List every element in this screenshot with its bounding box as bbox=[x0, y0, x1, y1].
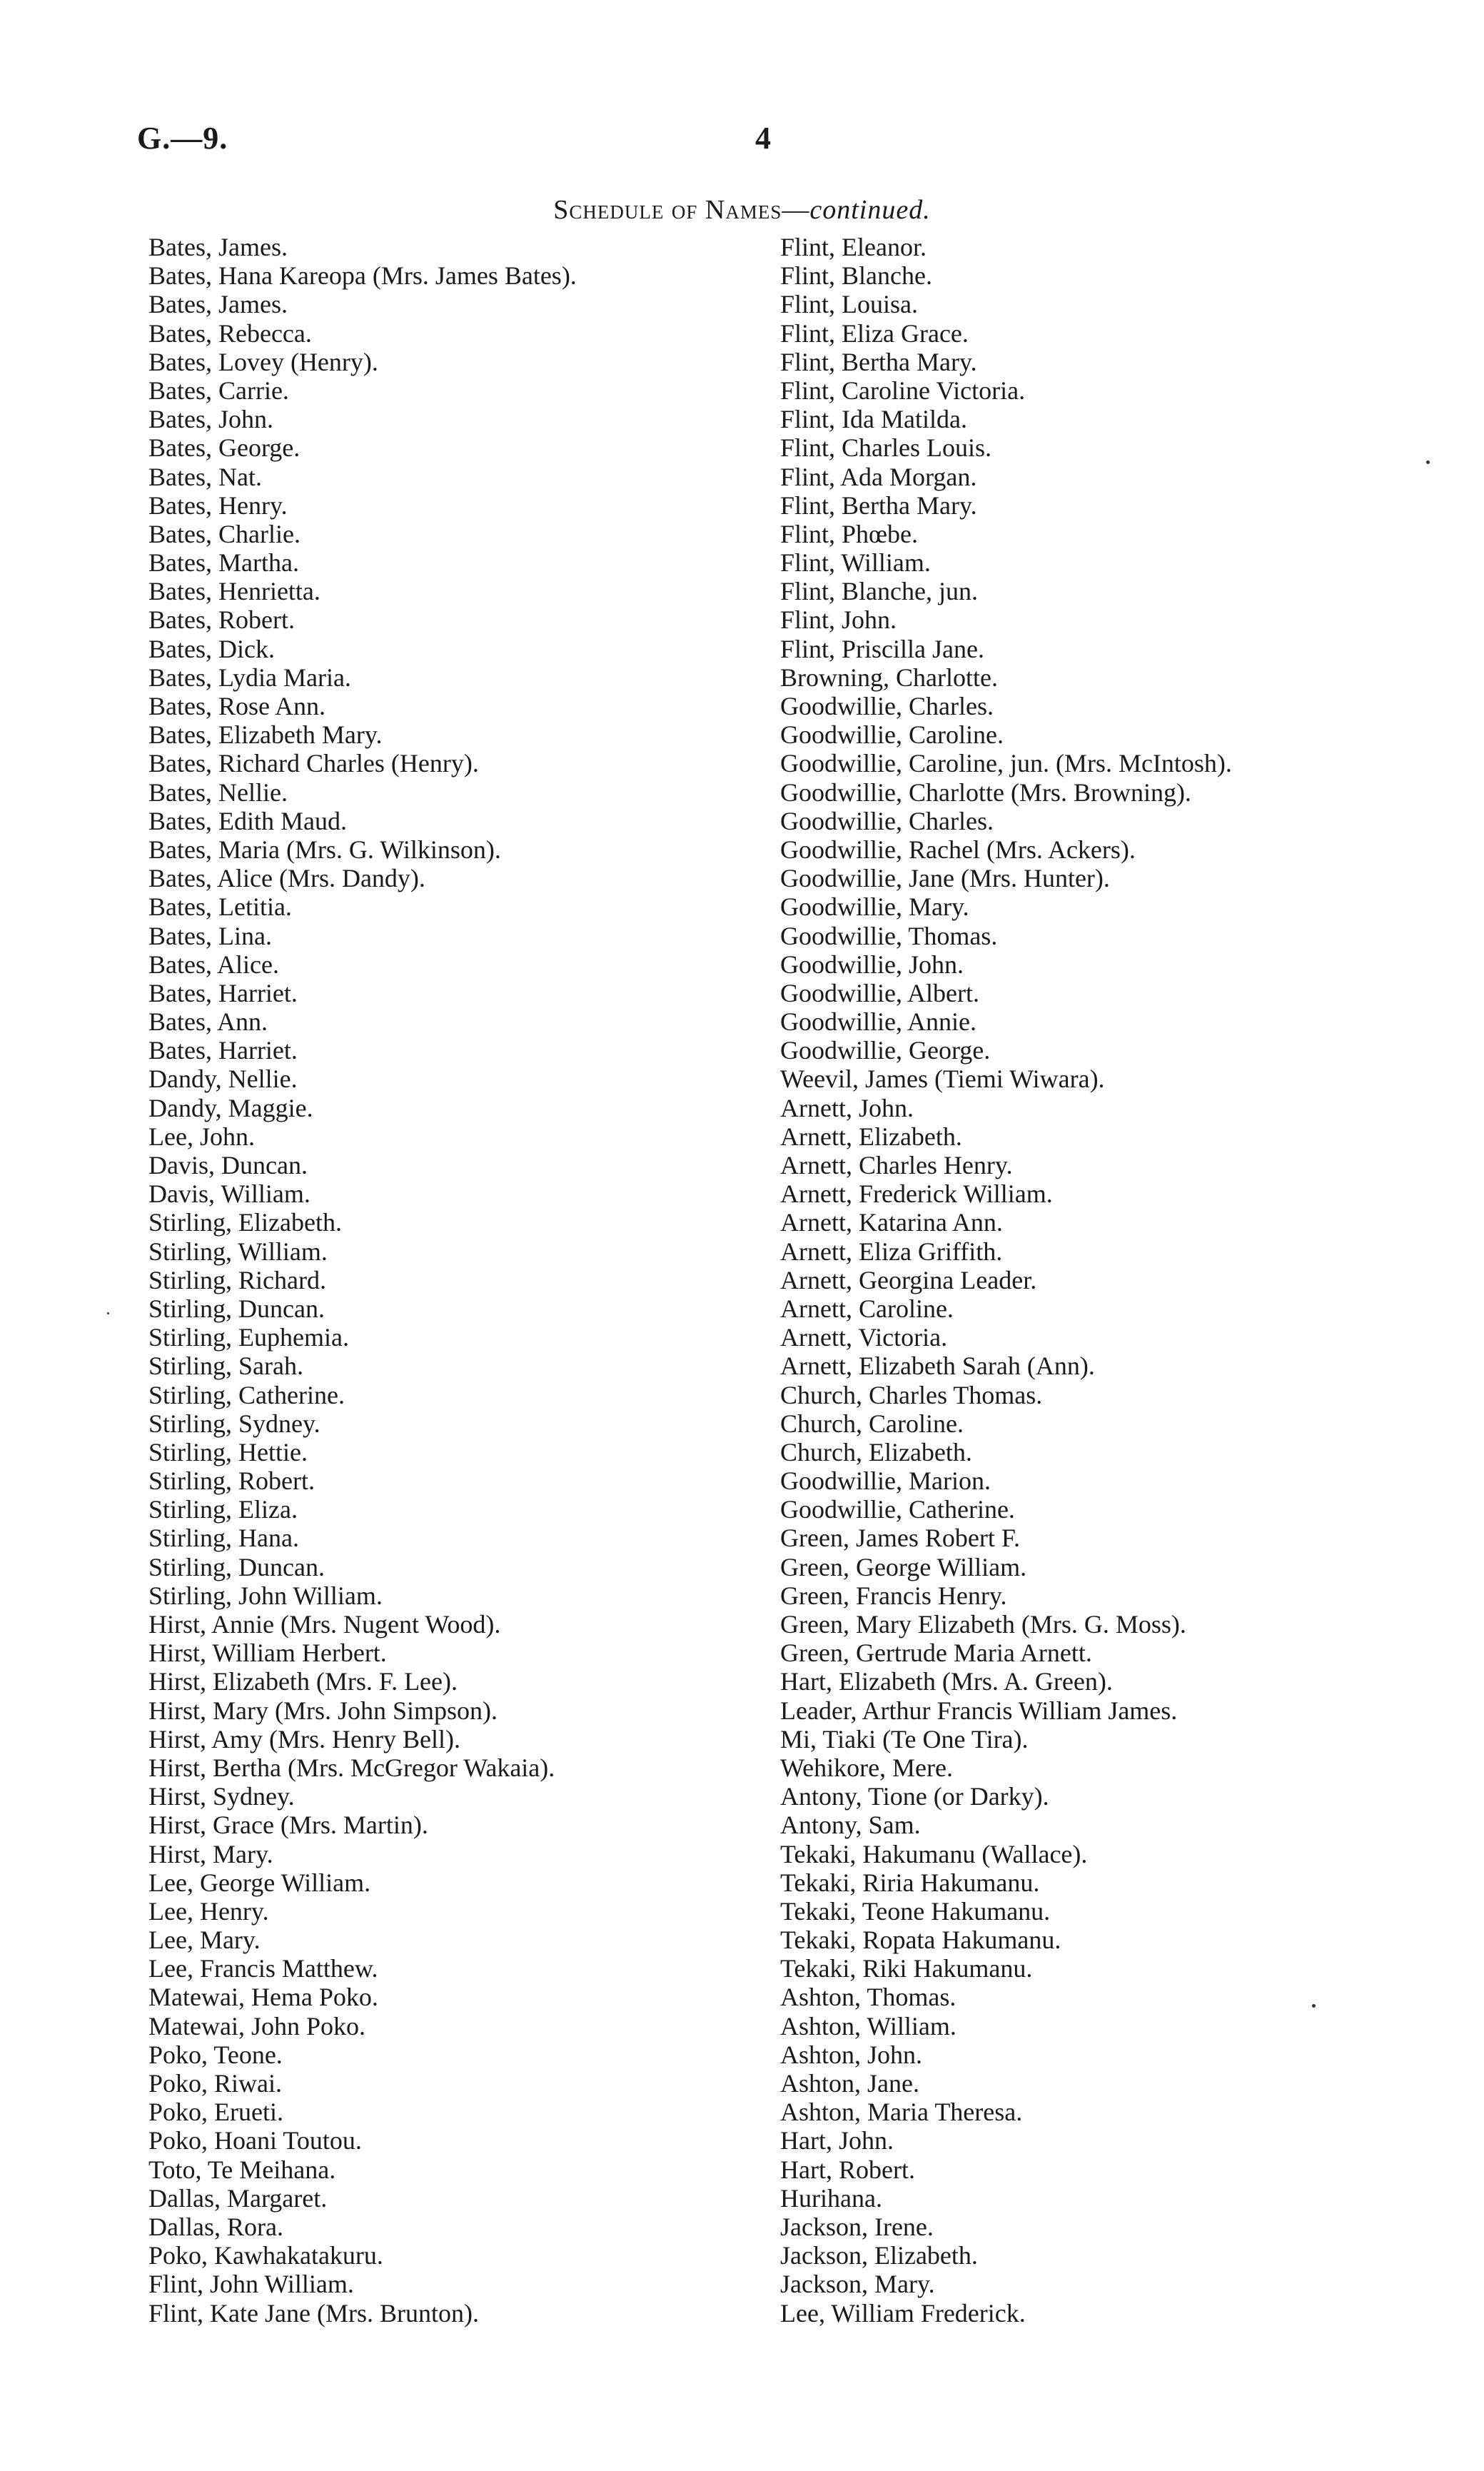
name-entry: Hart, Elizabeth (Mrs. A. Green). bbox=[780, 1667, 1113, 1696]
name-entry: Lee, George William. bbox=[148, 1868, 371, 1897]
name-entry: Arnett, Charles Henry. bbox=[780, 1151, 1013, 1179]
heading-title: Schedule of Names bbox=[553, 195, 782, 225]
name-entry: Tekaki, Ropata Hakumanu. bbox=[780, 1926, 1061, 1955]
name-entry: Hirst, Sydney. bbox=[148, 1782, 295, 1811]
name-entry: Flint, William. bbox=[780, 548, 931, 578]
name-entry: Stirling, Euphemia. bbox=[148, 1323, 349, 1352]
name-entry: Goodwillie, Caroline. bbox=[780, 720, 1004, 750]
name-entry: Bates, Lina. bbox=[148, 921, 272, 950]
name-entry: Weevil, James (Tiemi Wiwara). bbox=[780, 1065, 1105, 1094]
name-entry: Bates, Carrie. bbox=[148, 376, 289, 405]
name-entry: Goodwillie, Caroline, jun. (Mrs. McIntosh). bbox=[780, 749, 1232, 778]
name-entry: Bates, Harriet. bbox=[148, 1036, 298, 1065]
schedule-heading bbox=[0, 194, 1484, 226]
name-entry: Dallas, Margaret. bbox=[148, 2183, 328, 2213]
page-number: 4 bbox=[755, 121, 771, 156]
name-entry: Jackson, Mary. bbox=[780, 2270, 935, 2299]
name-entry: Wehikore, Mere. bbox=[780, 1753, 953, 1782]
name-entry: Bates, Edith Maud. bbox=[148, 806, 347, 835]
name-entry: Dandy, Nellie. bbox=[148, 1065, 298, 1094]
name-entry: Flint, John. bbox=[780, 605, 897, 635]
name-entry: Hirst, Mary. bbox=[148, 1839, 273, 1868]
name-entry: Stirling, Duncan. bbox=[148, 1294, 325, 1323]
name-entry: Poko, Erueti. bbox=[148, 2098, 283, 2127]
name-entry: Flint, Bertha Mary. bbox=[780, 490, 977, 520]
name-entry: Hart, John. bbox=[780, 2126, 894, 2155]
name-entry: Toto, Te Meihana. bbox=[148, 2155, 336, 2184]
heading-continued: continued. bbox=[809, 195, 931, 225]
name-entry: Dallas, Rora. bbox=[148, 2212, 283, 2241]
name-entry: Hirst, Mary (Mrs. John Simpson). bbox=[148, 1696, 498, 1725]
name-entry: Lee, Francis Matthew. bbox=[148, 1954, 378, 1983]
name-entry: Bates, Martha. bbox=[148, 548, 299, 578]
name-entry: Goodwillie, John. bbox=[780, 950, 964, 979]
name-entry: Bates, Ann. bbox=[148, 1007, 268, 1037]
name-entry: Green, Gertrude Maria Arnett. bbox=[780, 1639, 1092, 1668]
name-entry: Mi, Tiaki (Te One Tira). bbox=[780, 1724, 1029, 1753]
name-entry: Lee, John. bbox=[148, 1122, 255, 1151]
name-entry: Poko, Kawhakatakuru. bbox=[148, 2241, 383, 2270]
name-entry: Bates, Lovey (Henry). bbox=[148, 347, 378, 376]
name-entry: Bates, James. bbox=[148, 290, 288, 319]
name-entry: Goodwillie, Annie. bbox=[780, 1007, 976, 1037]
name-entry: Stirling, Sydney. bbox=[148, 1409, 320, 1438]
name-entry: Bates, Elizabeth Mary. bbox=[148, 720, 383, 750]
name-entry: Ashton, Jane. bbox=[780, 2069, 919, 2098]
name-entry: Stirling, Eliza. bbox=[148, 1495, 298, 1524]
name-entry: Bates, Maria (Mrs. G. Wilkinson). bbox=[148, 835, 501, 864]
name-entry: Stirling, Elizabeth. bbox=[148, 1208, 342, 1237]
name-entry: Goodwillie, Charles. bbox=[780, 692, 994, 720]
name-entry: Ashton, Thomas. bbox=[780, 1983, 956, 2012]
name-entry: Arnett, Frederick William. bbox=[780, 1179, 1053, 1209]
name-entry: Bates, Harriet. bbox=[148, 978, 298, 1007]
name-entry: Bates, Dick. bbox=[148, 634, 275, 663]
name-entry: Tekaki, Hakumanu (Wallace). bbox=[780, 1839, 1088, 1868]
name-entry: Poko, Hoani Toutou. bbox=[148, 2126, 362, 2155]
name-entry: Green, Francis Henry. bbox=[780, 1581, 1007, 1610]
name-entry: Flint, Eleanor. bbox=[780, 233, 927, 261]
names-column-right bbox=[780, 233, 1232, 2327]
name-entry: Flint, Phœbe. bbox=[780, 519, 919, 548]
name-entry: Flint, Ida Matilda. bbox=[780, 405, 967, 434]
name-entry: Arnett, Caroline. bbox=[780, 1294, 954, 1323]
name-entry: Bates, Letitia. bbox=[148, 892, 292, 922]
name-entry: Hart, Robert. bbox=[780, 2155, 915, 2184]
name-entry: Goodwillie, Albert. bbox=[780, 978, 979, 1007]
name-entry: Bates, Alice. bbox=[148, 950, 279, 979]
name-entry: Goodwillie, Marion. bbox=[780, 1466, 991, 1496]
name-entry: Antony, Tione (or Darky). bbox=[780, 1782, 1049, 1811]
name-entry: Bates, George. bbox=[148, 433, 301, 463]
heading-dash: — bbox=[782, 195, 810, 225]
name-entry: Davis, Duncan. bbox=[148, 1151, 308, 1179]
name-entry: Hurihana. bbox=[780, 2183, 882, 2213]
name-entry: Stirling, Richard. bbox=[148, 1265, 326, 1294]
name-entry: Ashton, Maria Theresa. bbox=[780, 2098, 1023, 2127]
name-entry: Bates, Rose Ann. bbox=[148, 692, 325, 720]
name-entry: Bates, Richard Charles (Henry). bbox=[148, 749, 479, 778]
name-entry: Church, Elizabeth. bbox=[780, 1437, 972, 1466]
name-entry: Bates, Alice (Mrs. Dandy). bbox=[148, 864, 425, 893]
name-entry: Jackson, Elizabeth. bbox=[780, 2241, 978, 2270]
name-entry: Church, Caroline. bbox=[780, 1409, 964, 1438]
name-entry: Lee, Mary. bbox=[148, 1926, 261, 1955]
name-entry: Goodwillie, Thomas. bbox=[780, 921, 998, 950]
name-entry: Green, Mary Elizabeth (Mrs. G. Moss). bbox=[780, 1610, 1186, 1639]
name-entry: Stirling, Robert. bbox=[148, 1466, 315, 1496]
name-entry: Davis, William. bbox=[148, 1179, 311, 1209]
name-entry: Hirst, William Herbert. bbox=[148, 1639, 387, 1668]
name-entry: Stirling, Catherine. bbox=[148, 1380, 345, 1409]
name-entry: Hirst, Annie (Mrs. Nugent Wood). bbox=[148, 1610, 501, 1639]
name-entry: Bates, Lydia Maria. bbox=[148, 663, 351, 692]
name-entry: Flint, Ada Morgan. bbox=[780, 462, 977, 491]
name-entry: Bates, Hana Kareopa (Mrs. James Bates). bbox=[148, 261, 577, 291]
name-entry: Stirling, Hana. bbox=[148, 1524, 299, 1553]
name-entry: Goodwillie, Mary. bbox=[780, 892, 969, 922]
name-entry: Antony, Sam. bbox=[780, 1811, 921, 1840]
name-entry: Goodwillie, Catherine. bbox=[780, 1495, 1015, 1524]
name-entry: Flint, Charles Louis. bbox=[780, 433, 991, 463]
name-entry: Arnett, Victoria. bbox=[780, 1323, 948, 1352]
name-entry: Bates, Rebecca. bbox=[148, 318, 312, 348]
name-entry: Bates, Henrietta. bbox=[148, 577, 320, 606]
name-entry: Green, James Robert F. bbox=[780, 1524, 1021, 1553]
name-entry: Flint, Priscilla Jane. bbox=[780, 634, 984, 663]
name-entry: Arnett, Eliza Griffith. bbox=[780, 1237, 1003, 1266]
name-entry: Stirling, Duncan. bbox=[148, 1552, 325, 1581]
name-entry: Arnett, Elizabeth. bbox=[780, 1122, 962, 1151]
name-entry: Goodwillie, Rachel (Mrs. Ackers). bbox=[780, 835, 1136, 864]
name-entry: Flint, Eliza Grace. bbox=[780, 318, 969, 348]
name-entry: Tekaki, Riria Hakumanu. bbox=[780, 1868, 1040, 1897]
name-entry: Hirst, Amy (Mrs. Henry Bell). bbox=[148, 1724, 460, 1753]
name-entry: Ashton, John. bbox=[780, 2040, 923, 2069]
name-entry: Flint, John William. bbox=[148, 2270, 354, 2299]
name-entry: Bates, James. bbox=[148, 233, 288, 261]
name-entry: Bates, Nellie. bbox=[148, 777, 288, 807]
names-column-left bbox=[148, 233, 577, 2327]
name-entry: Tekaki, Teone Hakumanu. bbox=[780, 1896, 1051, 1926]
name-entry: Arnett, Elizabeth Sarah (Ann). bbox=[780, 1352, 1095, 1381]
name-entry: Goodwillie, Jane (Mrs. Hunter). bbox=[780, 864, 1110, 893]
name-entry: Stirling, John William. bbox=[148, 1581, 383, 1610]
name-entry: Flint, Bertha Mary. bbox=[780, 347, 977, 376]
name-entry: Matewai, Hema Poko. bbox=[148, 1983, 378, 2012]
name-entry: Green, George William. bbox=[780, 1552, 1027, 1581]
name-entry: Stirling, Hettie. bbox=[148, 1437, 308, 1466]
print-speck bbox=[1426, 461, 1430, 464]
name-entry: Hirst, Grace (Mrs. Martin). bbox=[148, 1811, 428, 1840]
print-speck bbox=[107, 1312, 109, 1314]
name-entry: Lee, William Frederick. bbox=[780, 2298, 1026, 2327]
name-entry: Goodwillie, Charles. bbox=[780, 806, 994, 835]
name-entry: Flint, Blanche, jun. bbox=[780, 577, 978, 606]
name-entry: Ashton, William. bbox=[780, 2011, 956, 2040]
name-entry: Church, Charles Thomas. bbox=[780, 1380, 1043, 1409]
name-entry: Flint, Kate Jane (Mrs. Brunton). bbox=[148, 2298, 479, 2327]
name-entry: Bates, John. bbox=[148, 405, 273, 434]
name-entry: Hirst, Elizabeth (Mrs. F. Lee). bbox=[148, 1667, 458, 1696]
name-entry: Matewai, John Poko. bbox=[148, 2011, 365, 2040]
name-entry: Bates, Nat. bbox=[148, 462, 262, 491]
print-speck bbox=[1312, 2004, 1316, 2008]
name-entry: Flint, Caroline Victoria. bbox=[780, 376, 1026, 405]
name-entry: Goodwillie, Charlotte (Mrs. Browning). bbox=[780, 777, 1191, 807]
name-entry: Bates, Henry. bbox=[148, 490, 288, 520]
name-entry: Arnett, Katarina Ann. bbox=[780, 1208, 1003, 1237]
name-entry: Dandy, Maggie. bbox=[148, 1093, 313, 1122]
name-entry: Flint, Blanche. bbox=[780, 261, 932, 291]
name-entry: Poko, Riwai. bbox=[148, 2069, 283, 2098]
name-entry: Stirling, Sarah. bbox=[148, 1352, 303, 1381]
name-entry: Leader, Arthur Francis William James. bbox=[780, 1696, 1178, 1725]
name-entry: Jackson, Irene. bbox=[780, 2212, 934, 2241]
name-entry: Lee, Henry. bbox=[148, 1896, 269, 1926]
name-entry: Tekaki, Riki Hakumanu. bbox=[780, 1954, 1033, 1983]
name-entry: Browning, Charlotte. bbox=[780, 663, 998, 692]
name-entry: Poko, Teone. bbox=[148, 2040, 283, 2069]
name-entry: Arnett, John. bbox=[780, 1093, 914, 1122]
name-entry: Bates, Robert. bbox=[148, 605, 295, 635]
name-entry: Stirling, William. bbox=[148, 1237, 328, 1266]
name-entry: Bates, Charlie. bbox=[148, 519, 301, 548]
name-entry: Flint, Louisa. bbox=[780, 290, 919, 319]
name-entry: Arnett, Georgina Leader. bbox=[780, 1265, 1037, 1294]
document-reference: G.—9. bbox=[137, 121, 228, 156]
name-entry: Hirst, Bertha (Mrs. McGregor Wakaia). bbox=[148, 1753, 555, 1782]
name-entry: Goodwillie, George. bbox=[780, 1036, 991, 1065]
